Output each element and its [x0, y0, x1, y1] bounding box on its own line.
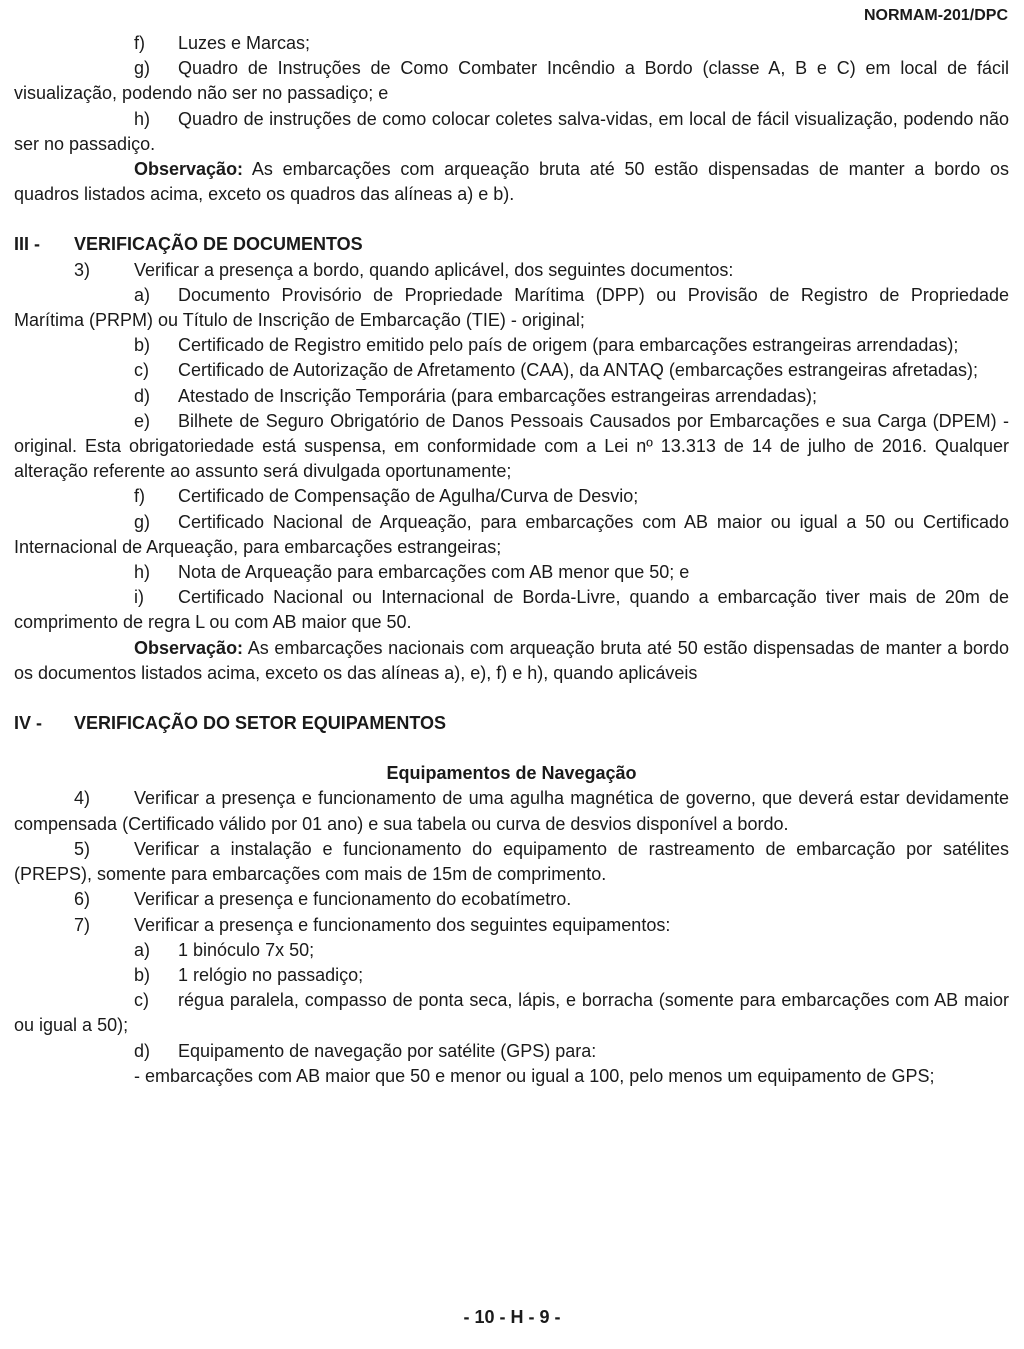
item-text: Verificar a presença e funcionamento de uma agulha magnética de governo, que deverá estar devidamente compensada (Certificado válido por 01 ano) e sua tabela ou curva de desvios disponível a bordo. [14, 788, 1009, 834]
list-item-h [14, 107, 1009, 157]
item-text: Quadro de Instruções de Como Combater Incêndio a Bordo (classe A, B e C) em local de fácil visualização, podendo não ser no passadiço; e [14, 58, 1009, 104]
document-body [14, 31, 1009, 1089]
item-text: Equipamento de navegação por satélite (GPS) para: [178, 1040, 597, 1061]
item-label: a) [134, 284, 151, 305]
doc-subitem-f [14, 484, 1009, 509]
section-heading-equipment [14, 711, 1009, 736]
doc-subitem-c [14, 358, 1009, 383]
item-label: c) [134, 990, 149, 1011]
item-number: 4) [74, 788, 91, 809]
header-reference: NORMAM-201/DPC [863, 7, 1008, 24]
list-item-f [14, 31, 1009, 56]
item-text: Atestado de Inscrição Temporária (para embarcações estrangeiras arrendadas); [178, 385, 817, 406]
item-text: 1 binóculo 7x 50; [178, 939, 315, 960]
item-label: f) [134, 486, 145, 507]
section-title: VERIFICAÇÃO DE DOCUMENTOS [74, 234, 363, 255]
dash-list-item: - embarcações com AB maior que 50 e menor ou igual a 100, pelo menos um equipamento de GPS; [134, 1065, 935, 1086]
equip-subitem-c [14, 988, 1009, 1038]
item-text: Luzes e Marcas; [178, 33, 311, 53]
item-number: 7) [74, 914, 91, 935]
doc-subitem-g [14, 510, 1009, 560]
observation-paragraph [14, 636, 1009, 686]
observation-text: As embarcações com arqueação bruta até 50 estão dispensadas de manter a bordo os quadros listados acima, exceto os quadros das alíneas a) e b). [14, 159, 1009, 205]
item-text: Verificar a presença e funcionamento do ecobatímetro. [134, 889, 572, 910]
item-label: f) [134, 33, 145, 53]
observation-label: Observação: [134, 159, 244, 180]
item-text: Certificado Nacional ou Internacional de Borda-Livre, quando a embarcação tiver mais de 20m de comprimento de regra L ou com AB maior que 50. [14, 587, 1009, 633]
item-number: 5) [74, 838, 91, 859]
item-label: b) [134, 335, 151, 356]
item-text: Verificar a instalação e funcionamento do equipamento de rastreamento de embarcação por satélites (PREPS), somente para embarcações com mais de 15m de comprimento. [14, 838, 1009, 885]
equip-subitem-b [14, 963, 1009, 988]
doc-subitem-b [14, 333, 1009, 358]
item-text: Certificado Nacional de Arqueação, para embarcações com AB maior ou igual a 50 ou Certificado Internacional de Arqueação, para embarcações estrangeiras; [14, 511, 1009, 557]
doc-subitem-h [14, 560, 1009, 585]
item-number: 3) [74, 259, 91, 280]
item-label: c) [134, 360, 149, 381]
item-text: Certificado de Compensação de Agulha/Curva de Desvio; [178, 486, 639, 507]
numbered-item-3 [14, 258, 1009, 283]
item-text: Bilhete de Seguro Obrigatório de Danos Pessoais Causados por Embarcações e sua Carga (DPEM) - original. Esta obrigatoriedade está suspensa, em conformidade com a Lei nº 13.313 de 14 de julho de 2016. Qualquer alteração referente ao assunto será divulgada oportunamente; [14, 410, 1009, 482]
numbered-item-7 [14, 913, 1009, 938]
section-number: III - [14, 234, 40, 255]
item-label: a) [134, 939, 151, 960]
equip-subitem-d [14, 1039, 1009, 1064]
item-label: b) [134, 964, 151, 985]
item-number: 6) [74, 889, 91, 910]
doc-subitem-e [14, 409, 1009, 485]
observation-paragraph [14, 157, 1009, 207]
item-label: e) [134, 410, 151, 431]
item-text: Nota de Arqueação para embarcações com AB menor que 50; e [178, 562, 690, 583]
numbered-item-5 [14, 837, 1009, 887]
item-label: h) [134, 108, 151, 129]
section-title: VERIFICAÇÃO DO SETOR EQUIPAMENTOS [74, 713, 447, 734]
item-label: g) [134, 511, 151, 532]
item-text: Certificado de Registro emitido pelo país de origem (para embarcações estrangeiras arrendadas); [178, 335, 959, 356]
numbered-item-4 [14, 786, 1009, 836]
numbered-item-6 [14, 887, 1009, 912]
observation-label: Observação: [134, 637, 244, 658]
doc-subitem-a [14, 283, 1009, 333]
item-text: 1 relógio no passadiço; [178, 964, 364, 985]
section-heading-documents [14, 232, 1009, 257]
item-label: g) [134, 58, 151, 79]
item-text: régua paralela, compasso de ponta seca, lápis, e borracha (somente para embarcações com AB maior ou igual a 50); [14, 990, 1009, 1036]
page-number: - 10 - H - 9 - [463, 1307, 561, 1327]
item-label: i) [134, 587, 144, 608]
section-number: IV - [14, 713, 43, 734]
item-text: Certificado de Autorização de Afretamento (CAA), da ANTAQ (embarcações estrangeiras afretadas); [178, 360, 979, 381]
list-item-g [14, 56, 1009, 106]
equip-subitem-a [14, 938, 1009, 963]
observation-text: As embarcações nacionais com arqueação bruta até 50 estão dispensadas de manter a bordo os documentos listados acima, exceto os das alíneas a), e), f) e h), quando aplicáveis [14, 637, 1009, 683]
item-text: Quadro de instruções de como colocar coletes salva-vidas, em local de fácil visualização, podendo não ser no passadiço. [14, 108, 1009, 154]
item-text: Verificar a presença e funcionamento dos seguintes equipamentos: [134, 914, 671, 935]
item-label: d) [134, 385, 151, 406]
item-text: Documento Provisório de Propriedade Marítima (DPP) ou Provisão de Registro de Propriedade Marítima (PRPM) ou Título de Inscrição de Embarcação (TIE) - original; [14, 284, 1009, 331]
item-text: Verificar a presença a bordo, quando aplicável, dos seguintes documentos: [134, 259, 734, 280]
item-label: h) [134, 562, 151, 583]
doc-subitem-d [14, 384, 1009, 409]
subsection-heading: Equipamentos de Navegação [386, 763, 637, 784]
item-label: d) [134, 1040, 151, 1061]
doc-subitem-i [14, 585, 1009, 635]
